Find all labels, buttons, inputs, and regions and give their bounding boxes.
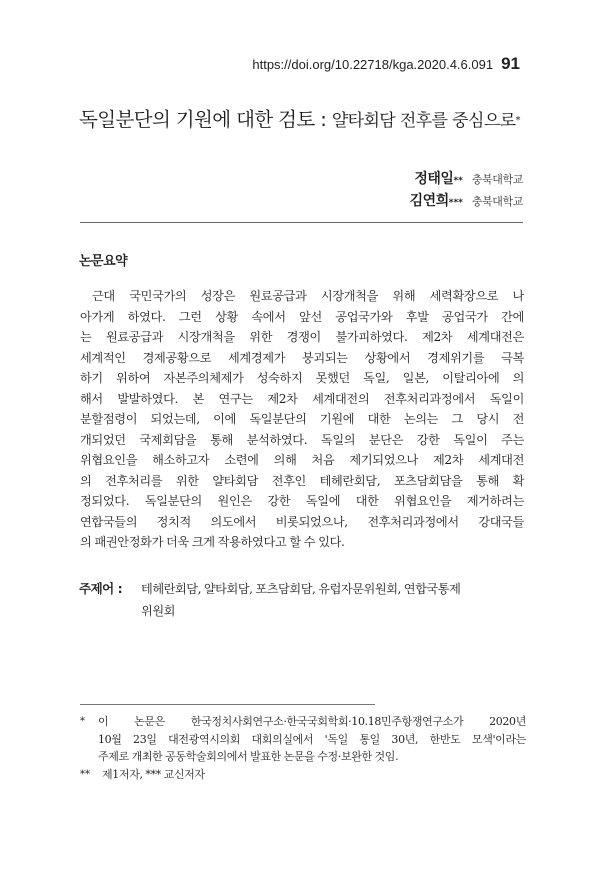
author-affiliation: 충북대학교 — [471, 195, 523, 208]
author-affiliation: 충북대학교 — [471, 173, 523, 186]
page-header — [252, 54, 520, 74]
author-entry — [410, 190, 523, 212]
footnote-text: 주제로 개최한 공동학술회의에서 발표한 논문을 수정·보완한 것임. — [98, 750, 399, 763]
abstract-line: 하기 위하여 자본주의체제가 성숙하지 못했던 독일, 일본, 이탈리아에 의 — [80, 371, 524, 385]
footnote-line — [80, 766, 526, 784]
abstract-line: 세계적인 경제공황으로 세계경제가 붕괴되는 상황에서 경제위기를 극복 — [80, 350, 524, 365]
doi-link[interactable]: https://doi.org/10.22718/kga.2020.4.6.091 — [252, 57, 494, 72]
footnote-text: 이 논문은 한국정치사회연구소·한국국회학회·10.18민주항쟁연구소가 2020년 — [98, 715, 526, 728]
abstract-line: 연합국들의 정치적 의도에서 비롯되었으나, 전후처리과정에서 강대국들 — [80, 514, 524, 529]
footnote-mark: ** — [80, 768, 90, 780]
author-name: 김연희 — [409, 193, 449, 209]
abstract-line: 의 전후처리를 위한 얄타회담 전후인 테헤란회담, 포츠담회담을 통해 확 — [80, 473, 524, 488]
footnote-text: 제1저자, *** 교신저자 — [102, 767, 205, 781]
abstract-line: 분할점령이 되었는데, 이에 독일분단의 기원에 대한 논의는 그 당시 전 — [80, 412, 524, 426]
header-divider — [80, 222, 523, 223]
abstract-line: 는 원료공급과 시장개척을 위한 경쟁이 불가피하였다. 제2차 세계대전은 — [80, 330, 524, 344]
keywords-row — [79, 578, 525, 600]
footnote-text: 10월 23일 대전광역시의회 대회의실에서 '독일 통일 30년, 한반도 모색'이라는 — [98, 732, 526, 746]
title-main: 독일분단의 기원에 대한 검토 : — [79, 108, 332, 131]
keywords-list-continued: 위원회 — [141, 604, 175, 618]
keywords-list: 테헤란회담, 얄타회담, 포츠담회담, 유럽자문위원회, 연합국통제 — [141, 582, 461, 596]
abstract-line: 위협요인을 해소하고자 소련에 의해 처음 제기되었으나 제2차 세계대전 — [80, 453, 524, 467]
abstract-line: 개되었던 국제회담을 통해 분석하였다. 독일의 분단은 강한 독일이 주는 — [80, 432, 524, 447]
abstract-line: 정되었다. 독일분단의 원인은 강한 독일에 대한 위협요인을 제거하려는 — [80, 494, 524, 508]
keywords-label: 주제어 : — [79, 581, 123, 596]
author-entry — [410, 168, 523, 190]
abstract-line: 아가게 하였다. 그런 상황 속에서 앞선 공업국가와 후발 공업국가 간에 — [80, 309, 524, 324]
abstract-line: 근대 국민국가의 성장은 원료공급과 시장개척을 위해 세력확장으로 나 — [92, 289, 524, 303]
footnote-line — [80, 713, 526, 731]
author-name: 정태일 — [414, 171, 454, 187]
page-number: 91 — [501, 54, 520, 73]
author-footnote-mark: *** — [448, 198, 463, 208]
abstract-line: 해서 발발하였다. 본 연구는 제2차 세계대전의 전후처리과정에서 독일이 — [80, 391, 524, 406]
title-subtitle: 얄타회담 전후를 중심으로 — [331, 111, 516, 131]
keywords-block — [79, 578, 525, 622]
footnote-mark: * — [80, 716, 85, 727]
footnote-divider — [80, 704, 375, 705]
abstract-line: 의 패권안정화가 더욱 크게 작용하였다고 할 수 있다. — [80, 535, 345, 549]
title-footnote-mark: * — [515, 115, 520, 126]
footnote-line — [80, 731, 526, 749]
author-footnote-mark: ** — [453, 176, 463, 186]
paper-title — [79, 104, 539, 132]
author-list — [410, 168, 523, 212]
footnote-line — [80, 748, 526, 766]
abstract-heading: 논문요약 — [79, 254, 128, 269]
abstract-body — [80, 286, 524, 553]
footnotes — [80, 713, 526, 783]
